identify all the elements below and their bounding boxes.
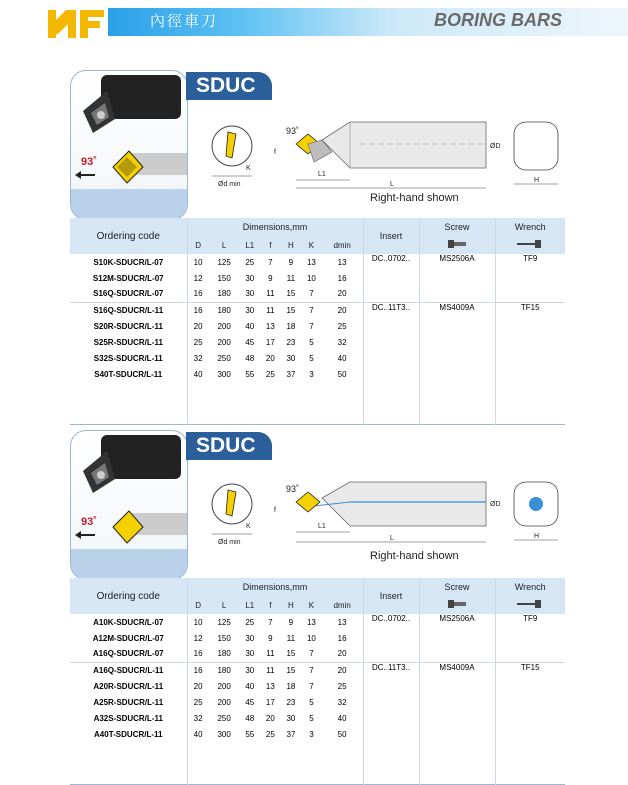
col-f: f xyxy=(260,596,281,614)
ordering-code-cell: A16Q-SDUCR/L-07 xyxy=(70,646,187,662)
drawing-caption: Right-hand shown xyxy=(370,550,459,562)
col-insert: Insert xyxy=(363,218,419,254)
dimension-cell: 7 xyxy=(309,681,314,691)
tool-photo-illustration xyxy=(71,431,188,580)
wrench-cell: TF15 xyxy=(495,662,565,678)
ordering-code-cell: S16Q-SDUCR/L-07 xyxy=(70,286,187,302)
wrench-cell xyxy=(495,286,565,302)
dimension-cell: 200 xyxy=(217,681,231,691)
col-d: D xyxy=(187,596,209,614)
dimension-cell: 10 xyxy=(306,633,316,643)
dimension-cell: 9 xyxy=(288,617,294,627)
wrench-cell xyxy=(495,646,565,662)
spec-table xyxy=(70,578,565,785)
wrench-cell xyxy=(495,366,565,382)
dimension-cell: 32 xyxy=(322,334,363,350)
wrench-icon xyxy=(495,236,565,254)
dimension-cell: 40 xyxy=(193,369,203,379)
dimension-cell: 40 xyxy=(245,681,255,691)
k-label: K xyxy=(246,165,251,172)
ordering-code-cell: A12M-SDUCR/L-07 xyxy=(70,630,187,646)
wrench-cell xyxy=(495,350,565,366)
table-row xyxy=(70,726,565,742)
dimension-cell: 25 xyxy=(265,369,275,379)
wrench-cell xyxy=(495,726,565,742)
table-row xyxy=(70,614,565,630)
dimension-cell: 250 xyxy=(217,713,231,723)
blank-cell xyxy=(301,742,322,784)
l1-label: L1 xyxy=(318,171,326,178)
blank-cell xyxy=(363,742,419,784)
table-row xyxy=(70,334,565,350)
dimension-cell: 13 xyxy=(322,614,363,630)
table-row xyxy=(70,710,565,726)
dimension-cell: 25 xyxy=(245,257,255,267)
dimension-cell: 20 xyxy=(265,353,275,363)
screw-cell: MS2506A xyxy=(419,254,495,270)
col-screw: Screw xyxy=(419,218,495,236)
screw-cell xyxy=(419,366,495,382)
dmin-label: Ød min xyxy=(218,539,241,546)
dimension-cell: 5 xyxy=(309,713,314,723)
dimension-cell: 11 xyxy=(286,273,296,283)
dimension-cell: 180 xyxy=(209,662,240,678)
dimension-cell: 30 xyxy=(240,302,261,318)
col-f: f xyxy=(260,236,281,254)
dimension-cell: 30 xyxy=(245,289,255,299)
blank-cell xyxy=(70,382,187,424)
dimension-cell: 5 xyxy=(309,353,314,363)
col-k: K xyxy=(301,596,322,614)
insert-cell: DC..0702.. xyxy=(363,614,419,630)
wrench-cell xyxy=(495,630,565,646)
col-l: L xyxy=(209,596,240,614)
ordering-code-cell: S20R-SDUCR/L-11 xyxy=(70,318,187,334)
screw-icon xyxy=(419,596,495,614)
dimension-cell: 300 xyxy=(217,369,231,379)
screw-cell xyxy=(419,318,495,334)
screw-cell: MS4009A xyxy=(419,302,495,318)
dimension-cell: 7 xyxy=(301,302,322,318)
blank-cell xyxy=(70,742,187,784)
insert-cell xyxy=(363,646,419,662)
blank-cell xyxy=(240,382,261,424)
screw-cell xyxy=(419,710,495,726)
dmin-label: Ød min xyxy=(218,181,241,188)
blank-cell xyxy=(495,742,565,784)
table-blank-row xyxy=(70,742,565,784)
dimension-cell: 30 xyxy=(240,662,261,678)
blank-cell xyxy=(322,742,363,784)
insert-cell xyxy=(363,350,419,366)
insert-cell xyxy=(363,286,419,302)
table-row xyxy=(70,302,565,318)
dimension-cell: 48 xyxy=(245,713,255,723)
blank-cell xyxy=(419,742,495,784)
header-title-cn: 內徑車刀 xyxy=(150,12,219,30)
col-dimensions: Dimensions,mm xyxy=(187,218,363,236)
ordering-code-cell: A32S-SDUCR/L-11 xyxy=(70,710,187,726)
technical-drawing xyxy=(210,476,570,556)
insert-cell xyxy=(363,678,419,694)
dimension-cell: 180 xyxy=(217,649,231,659)
dimension-cell: 10 xyxy=(193,617,203,627)
dimension-cell: 25 xyxy=(193,697,203,707)
dimension-cell: 200 xyxy=(217,697,231,707)
screw-cell xyxy=(419,270,495,286)
table-row xyxy=(70,286,565,302)
f-label: f xyxy=(274,507,276,514)
dimension-cell: 17 xyxy=(265,697,275,707)
dimension-cell: 55 xyxy=(245,729,255,739)
screw-cell xyxy=(419,350,495,366)
tool-photo xyxy=(70,70,188,220)
drawing-angle: 93˚ xyxy=(286,484,300,494)
dimension-cell: 15 xyxy=(281,302,302,318)
insert-cell xyxy=(363,270,419,286)
screw-cell xyxy=(419,678,495,694)
dimension-cell: 9 xyxy=(268,273,273,283)
dimension-cell: 12 xyxy=(193,633,203,643)
page-header xyxy=(0,0,628,40)
ordering-code-cell: A25R-SDUCR/L-11 xyxy=(70,694,187,710)
dimension-cell: 16 xyxy=(187,302,209,318)
dimension-cell: 40 xyxy=(245,321,255,331)
dimension-cell: 30 xyxy=(245,273,255,283)
dimension-cell: 250 xyxy=(217,353,231,363)
col-k: K xyxy=(301,236,322,254)
table-body-1 xyxy=(70,254,565,424)
dimension-cell: 150 xyxy=(217,633,231,643)
col-d: D xyxy=(187,236,209,254)
dimension-cell: 13 xyxy=(322,254,363,270)
brand-logo xyxy=(46,6,106,40)
dimension-cell: 20 xyxy=(322,286,363,302)
dimension-cell: 125 xyxy=(217,617,231,627)
wrench-cell xyxy=(495,694,565,710)
table-row xyxy=(70,350,565,366)
h-label: H xyxy=(534,533,540,540)
table-row xyxy=(70,630,565,646)
wrench-cell xyxy=(495,710,565,726)
col-screw: Screw xyxy=(419,578,495,596)
dimension-cell: 7 xyxy=(309,321,314,331)
dimension-cell: 5 xyxy=(309,697,314,707)
dimension-cell: 32 xyxy=(322,694,363,710)
table-row xyxy=(70,318,565,334)
dimension-cell: 16 xyxy=(193,649,203,659)
dimension-cell: 25 xyxy=(322,318,363,334)
screw-cell: MS2506A xyxy=(419,614,495,630)
col-dimensions: Dimensions,mm xyxy=(187,578,363,596)
dimension-cell: 16 xyxy=(322,270,363,286)
blank-cell xyxy=(322,382,363,424)
blank-cell xyxy=(209,742,240,784)
drawing-angle: 93˚ xyxy=(286,126,300,136)
dimension-cell: 180 xyxy=(217,289,231,299)
dimension-cell: 13 xyxy=(265,321,275,331)
dimension-cell: 17 xyxy=(265,337,275,347)
col-dmin: dmin xyxy=(322,236,363,254)
blank-cell xyxy=(260,742,281,784)
dimension-cell: 18 xyxy=(286,681,296,691)
dimension-cell: 10 xyxy=(306,273,316,283)
screw-cell xyxy=(419,630,495,646)
col-dmin: dmin xyxy=(322,596,363,614)
dimension-cell: 30 xyxy=(286,353,296,363)
wrench-cell xyxy=(495,318,565,334)
technical-drawing xyxy=(210,114,570,194)
dimension-cell: 12 xyxy=(193,273,203,283)
wrench-cell: TF9 xyxy=(523,254,538,263)
screw-cell xyxy=(419,646,495,662)
dimension-cell: 125 xyxy=(217,257,231,267)
dimension-cell: 40 xyxy=(322,710,363,726)
dimension-cell: 37 xyxy=(286,369,296,379)
screw-cell xyxy=(419,726,495,742)
dimension-cell: 23 xyxy=(286,697,296,707)
blank-cell xyxy=(240,742,261,784)
dimension-cell: 50 xyxy=(322,726,363,742)
dimension-cell: 3 xyxy=(309,369,314,379)
insert-cell xyxy=(363,694,419,710)
wrench-cell: TF9 xyxy=(523,614,538,623)
dimension-cell: 20 xyxy=(265,713,275,723)
ordering-code-cell: A20R-SDUCR/L-11 xyxy=(70,678,187,694)
dimension-cell: 50 xyxy=(322,366,363,382)
table-row xyxy=(70,646,565,662)
dimension-cell: 30 xyxy=(245,649,255,659)
l-label: L xyxy=(390,535,394,542)
screw-cell: MS4009A xyxy=(419,662,495,678)
dimension-cell: 18 xyxy=(286,321,296,331)
col-insert: Insert xyxy=(363,578,419,614)
wrench-cell: TF15 xyxy=(495,302,565,318)
dimension-cell: 13 xyxy=(306,257,316,267)
col-ordering-code: Ordering code xyxy=(70,218,187,254)
wrench-cell xyxy=(495,334,565,350)
header-title-en: BORING BARS xyxy=(433,10,562,30)
ordering-code-cell: S32S-SDUCR/L-11 xyxy=(70,350,187,366)
col-ordering-code: Ordering code xyxy=(70,578,187,614)
insert-cell xyxy=(363,334,419,350)
col-wrench: Wrench xyxy=(495,578,565,596)
dimension-cell: 9 xyxy=(268,633,273,643)
dimension-cell: 7 xyxy=(309,289,314,299)
tool-photo xyxy=(70,430,188,580)
insert-cell: DC..11T3.. xyxy=(363,302,419,318)
model-tag: SDUC xyxy=(186,72,272,100)
dimension-cell: 30 xyxy=(245,633,255,643)
dimension-cell: 3 xyxy=(309,729,314,739)
screw-cell xyxy=(419,334,495,350)
dimension-cell: 11 xyxy=(260,302,281,318)
angle-label: 93˚ xyxy=(81,156,97,168)
col-l1: L1 xyxy=(240,596,261,614)
k-label: K xyxy=(246,523,251,530)
dimension-cell: 15 xyxy=(286,289,296,299)
insert-cell xyxy=(363,630,419,646)
col-l1: L1 xyxy=(240,236,261,254)
h-label: H xyxy=(534,177,540,184)
dimension-cell: 10 xyxy=(193,257,203,267)
dimension-cell: 55 xyxy=(245,369,255,379)
d-label: ØD xyxy=(490,143,501,150)
dimension-cell: 40 xyxy=(322,350,363,366)
screw-cell xyxy=(419,286,495,302)
tool-photo-illustration xyxy=(71,71,188,220)
blank-cell xyxy=(209,382,240,424)
dimension-cell: 45 xyxy=(245,337,255,347)
dimension-cell: 16 xyxy=(187,662,209,678)
ordering-code-cell: S12M-SDUCR/L-07 xyxy=(70,270,187,286)
dimension-cell: 20 xyxy=(322,662,363,678)
table-row xyxy=(70,678,565,694)
model-tag: SDUC xyxy=(186,432,272,460)
dimension-cell: 40 xyxy=(193,729,203,739)
dimension-cell: 13 xyxy=(265,681,275,691)
f-label: f xyxy=(274,149,276,156)
dimension-cell: 11 xyxy=(286,633,296,643)
insert-cell xyxy=(363,318,419,334)
dimension-cell: 20 xyxy=(322,302,363,318)
ordering-code-cell: A40T-SDUCR/L-11 xyxy=(70,726,187,742)
screw-icon xyxy=(419,236,495,254)
dimension-cell: 16 xyxy=(193,289,203,299)
blank-cell xyxy=(281,382,302,424)
dimension-cell: 11 xyxy=(266,289,275,299)
dimension-cell: 48 xyxy=(245,353,255,363)
dimension-cell: 20 xyxy=(322,646,363,662)
blank-cell xyxy=(363,382,419,424)
dimension-cell: 37 xyxy=(286,729,296,739)
dimension-cell: 30 xyxy=(286,713,296,723)
table-row xyxy=(70,270,565,286)
d-label: ØD xyxy=(490,501,501,508)
dimension-cell: 9 xyxy=(288,257,294,267)
ordering-code-cell: S25R-SDUCR/L-11 xyxy=(70,334,187,350)
dimension-cell: 200 xyxy=(217,321,231,331)
dimension-cell: 180 xyxy=(209,302,240,318)
table-row xyxy=(70,366,565,382)
insert-cell: DC..11T3.. xyxy=(363,662,419,678)
angle-label: 93˚ xyxy=(81,516,97,528)
blank-cell xyxy=(187,382,209,424)
dimension-cell: 16 xyxy=(322,630,363,646)
dimension-cell: 11 xyxy=(260,662,281,678)
blank-cell xyxy=(301,382,322,424)
blank-cell xyxy=(419,382,495,424)
col-wrench: Wrench xyxy=(495,218,565,236)
dimension-cell: 7 xyxy=(301,662,322,678)
insert-cell xyxy=(363,726,419,742)
dimension-cell: 7 xyxy=(309,649,314,659)
dimension-cell: 32 xyxy=(193,353,203,363)
dimension-cell: 45 xyxy=(245,697,255,707)
dimension-cell: 200 xyxy=(217,337,231,347)
l1-label: L1 xyxy=(318,523,326,530)
dimension-cell: 7 xyxy=(268,617,273,627)
dimension-cell: 5 xyxy=(309,337,314,347)
col-h: H xyxy=(281,236,302,254)
spec-table xyxy=(70,218,565,425)
ordering-code-cell: S40T-SDUCR/L-11 xyxy=(70,366,187,382)
dimension-cell: 25 xyxy=(322,678,363,694)
table-body-2 xyxy=(70,614,565,784)
dimension-cell: 15 xyxy=(286,649,296,659)
dimension-cell: 20 xyxy=(193,321,203,331)
table-blank-row xyxy=(70,382,565,424)
col-h: H xyxy=(281,596,302,614)
dimension-cell: 25 xyxy=(245,617,255,627)
blank-cell xyxy=(260,382,281,424)
table-row xyxy=(70,694,565,710)
blank-cell xyxy=(187,742,209,784)
dimension-cell: 25 xyxy=(193,337,203,347)
blank-cell xyxy=(495,382,565,424)
wrench-cell xyxy=(495,678,565,694)
l-label: L xyxy=(390,181,394,188)
screw-cell xyxy=(419,694,495,710)
dimension-cell: 20 xyxy=(193,681,203,691)
dimension-cell: 23 xyxy=(286,337,296,347)
dimension-cell: 300 xyxy=(217,729,231,739)
dimension-cell: 15 xyxy=(281,662,302,678)
insert-cell: DC..0702.. xyxy=(363,254,419,270)
table-row xyxy=(70,254,565,270)
drawing-caption: Right-hand shown xyxy=(370,192,459,204)
insert-cell xyxy=(363,366,419,382)
table-row xyxy=(70,662,565,678)
dimension-cell: 11 xyxy=(266,649,275,659)
insert-cell xyxy=(363,710,419,726)
blank-cell xyxy=(281,742,302,784)
dimension-cell: 13 xyxy=(306,617,316,627)
ordering-code-cell: S16Q-SDUCR/L-11 xyxy=(70,302,187,318)
wrench-cell xyxy=(495,270,565,286)
wrench-icon xyxy=(495,596,565,614)
ordering-code-cell: A16Q-SDUCR/L-11 xyxy=(70,662,187,678)
dimension-cell: 150 xyxy=(217,273,231,283)
ordering-code-cell: A10K-SDUCR/L-07 xyxy=(70,614,187,630)
dimension-cell: 25 xyxy=(265,729,275,739)
ordering-code-cell: S10K-SDUCR/L-07 xyxy=(70,254,187,270)
col-l: L xyxy=(209,236,240,254)
dimension-cell: 7 xyxy=(268,257,273,267)
dimension-cell: 32 xyxy=(193,713,203,723)
